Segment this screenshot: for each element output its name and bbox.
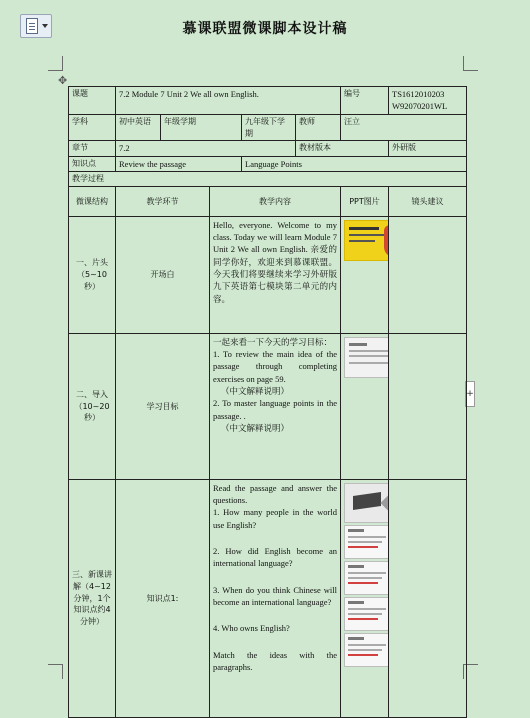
- content-line: 2. How did English become an international language?: [213, 546, 337, 569]
- content-cell: Hello, everyone. Welcome to my class. Today we will learn Module 7 Unit 2 We all own English. 亲爱的同学你好，欢迎来到慕课联盟。今天我们将要继续来学习外研版九下英语第七模块第二单元的内容。: [210, 216, 341, 333]
- content-line: 一起来看一下今天的学习目标：: [213, 336, 333, 347]
- table-row: [69, 171, 467, 186]
- header-row: [69, 186, 467, 216]
- shot-cell: [389, 216, 467, 333]
- shot-cell: [389, 479, 467, 717]
- spacer: [213, 635, 337, 649]
- content-line: （中文解释说明）: [221, 386, 290, 397]
- header-stage: 教学环节: [116, 186, 210, 216]
- id-value: [389, 87, 467, 115]
- id-value-line: W92070201WL: [392, 101, 448, 112]
- ppt-cell: [341, 479, 389, 717]
- table-row: [69, 115, 467, 141]
- grade-label: 年级学期: [161, 115, 242, 141]
- content-line: Match the ideas with the paragraphs.: [213, 649, 337, 672]
- page-title: 慕课联盟微课脚本设计稿: [182, 21, 348, 37]
- stage-cell: 知识点1:: [116, 479, 210, 717]
- teacher-value: 汪立: [341, 115, 467, 141]
- margin-corner-mark: [463, 56, 478, 71]
- margin-corner-mark: [48, 664, 63, 679]
- course-value: 7.2 Module 7 Unit 2 We all own English.: [116, 87, 341, 115]
- ppt-cell: [341, 216, 389, 333]
- points-label: 知识点: [69, 156, 116, 171]
- content-line: 4. Who owns English?: [213, 623, 290, 634]
- shot-cell: [389, 333, 467, 479]
- move-cross-icon[interactable]: ✥: [58, 74, 68, 87]
- grade-value: 九年级下学期: [242, 115, 296, 141]
- ppt-thumbnail[interactable]: [344, 220, 389, 261]
- ppt-thumbnail[interactable]: [344, 561, 389, 595]
- id-label: 编号: [341, 87, 389, 115]
- structure-cell: 一、片头（5~10秒）: [69, 216, 116, 333]
- teacher-label: 教师: [296, 115, 341, 141]
- knowledge-point: Review the passage: [116, 156, 242, 171]
- stage-cell: 学习目标: [116, 333, 210, 479]
- structure-cell: 三、新课讲解（4~12分钟，1个知识点约4分钟）: [69, 479, 116, 717]
- subject-label: 学科: [69, 115, 116, 141]
- header-content: 教学内容: [210, 186, 341, 216]
- ppt-cell: [341, 333, 389, 479]
- margin-corner-mark: [48, 56, 63, 71]
- id-value-line: TS1612010203: [392, 89, 445, 99]
- ppt-thumbnail[interactable]: [344, 337, 389, 378]
- table-row: [69, 156, 467, 171]
- content-cell: [210, 479, 341, 717]
- chapter-label: 章节: [69, 141, 116, 156]
- process-label: 教学过程: [69, 171, 467, 186]
- table-row: [69, 333, 467, 479]
- ppt-thumbnail[interactable]: [344, 633, 389, 667]
- subject-value: 初中英语: [116, 115, 161, 141]
- spacer: [213, 531, 337, 545]
- table-row: [69, 479, 467, 717]
- course-label: 课题: [69, 87, 116, 115]
- content-line: Read the passage and answer the questions.: [213, 482, 337, 506]
- edition-label: 教材版本: [296, 141, 389, 156]
- content-line: 1. How many people in the world use English?: [213, 507, 337, 530]
- table-row: [69, 216, 467, 333]
- ppt-thumbnail[interactable]: [344, 597, 389, 631]
- header-ppt: PPT图片: [341, 186, 389, 216]
- ppt-thumbnail[interactable]: [344, 483, 389, 523]
- edition-value: 外研版: [389, 141, 467, 156]
- content-line: 3. When do you think Chinese will become an international language?: [213, 584, 337, 607]
- table-row: [69, 87, 467, 115]
- knowledge-point: Language Points: [242, 156, 467, 171]
- chapter-value: 7.2: [116, 141, 296, 156]
- content-line: 2. To master language points in the passage. .: [213, 398, 337, 421]
- header-shot: 镜头建议: [389, 186, 467, 216]
- script-table: [68, 86, 467, 718]
- header-structure: 微课结构: [69, 186, 116, 216]
- plus-icon[interactable]: +: [465, 381, 475, 407]
- table-row: [69, 141, 467, 156]
- content-line: 1. To review the main idea of the passage through completing exercises on page 59.: [213, 349, 337, 384]
- spacer: [213, 570, 337, 584]
- ppt-thumbnail[interactable]: [344, 525, 389, 559]
- content-cell: [210, 333, 341, 479]
- structure-cell: 二、导入（10~20秒）: [69, 333, 116, 479]
- spacer: [213, 608, 337, 622]
- stage-cell: 开场白: [116, 216, 210, 333]
- content-line: （中文解释说明）: [221, 423, 290, 433]
